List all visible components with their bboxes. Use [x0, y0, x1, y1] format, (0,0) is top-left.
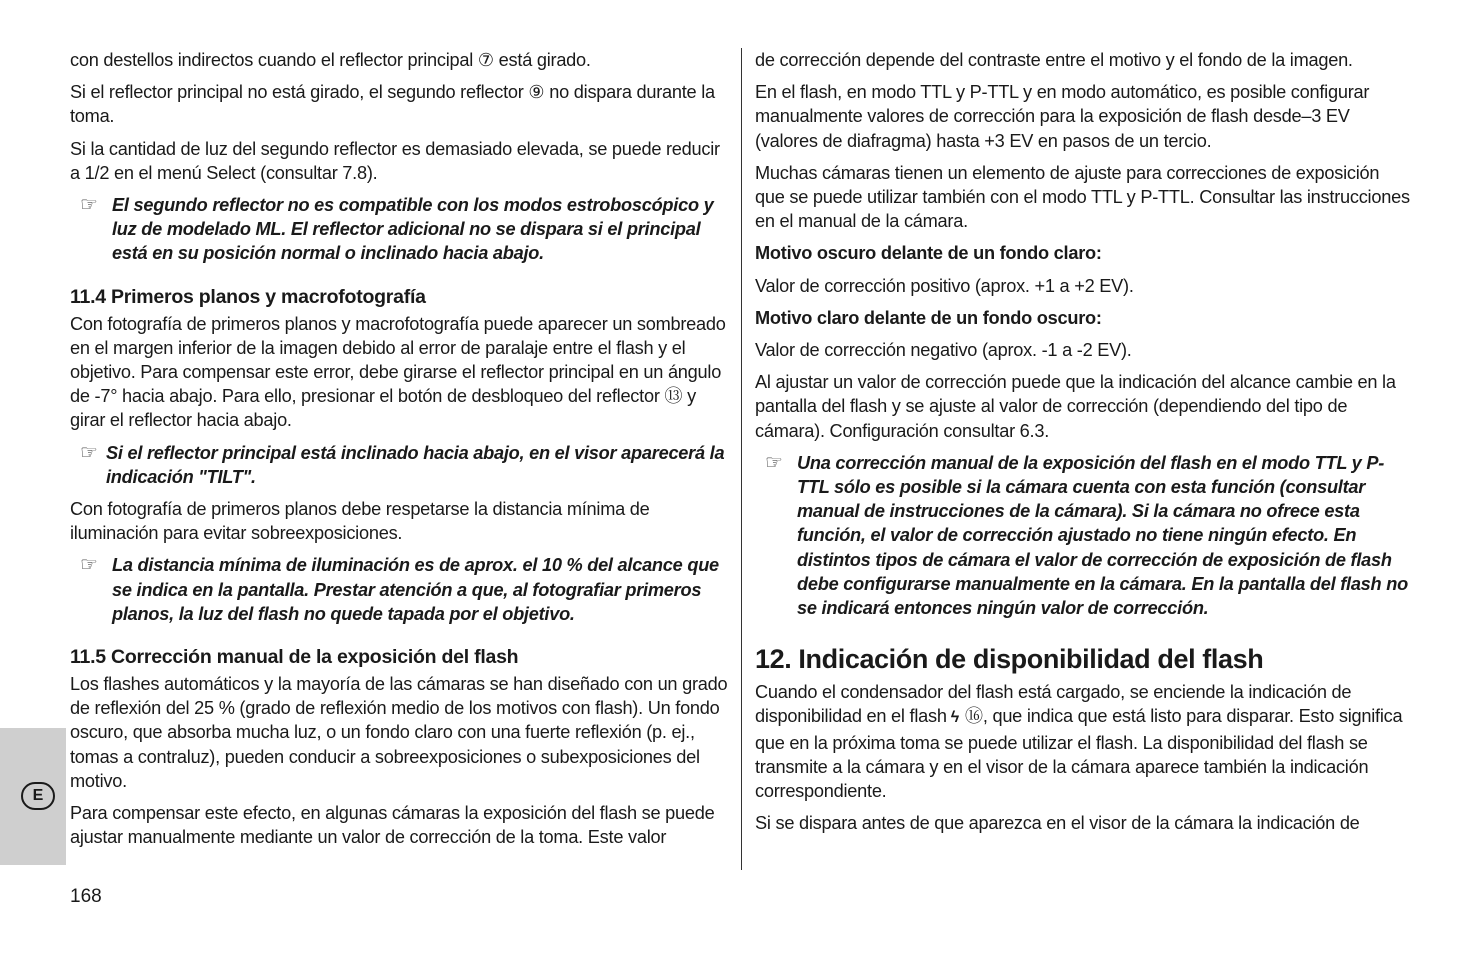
note-text: El segundo reflector no es compatible con los modos estroboscópico y luz de modelado ML. El reflector adicional no se dispara si el principal está en su posición normal o inclinado hacia abajo.	[112, 195, 714, 264]
note-text: La distancia mínima de iluminación es de aprox. el 10 % del alcance que se indica en la pantalla. Prestar atención a que, al fotografiar primeros planos, la luz del flash no quede tapada por el objetivo.	[112, 555, 719, 624]
column-divider	[741, 48, 742, 870]
paragraph: Si el reflector principal no está girado, el segundo reflector ⑨ no dispara durante la toma.	[70, 82, 715, 127]
paragraph: En el flash, en modo TTL y P-TTL y en modo automático, es posible configurar manualmente valores de corrección para la exposición de flash desde–3 EV (valores de diafragma) hasta +3 EV en pasos de un tercio.	[755, 82, 1370, 151]
flash-lightning-icon: ϟ	[950, 709, 959, 727]
bold-label: Motivo oscuro delante de un fondo claro:	[755, 243, 1102, 264]
pointing-hand-icon: ☞	[765, 451, 783, 474]
bold-label: Motivo claro delante de un fondo oscuro:	[755, 307, 1102, 328]
paragraph: Los flashes automáticos y la mayoría de las cámaras se han diseñado con un grado de reflexión del 25 % (grado de reflexión medio de los motivos con flash). Un fondo oscuro, que absorba mucha luz, o un fondo claro con una fuerte reflexión (p. ej., tomas a contraluz), pueden conducir a sobreexposiciones o subexposiciones del motivo.	[70, 674, 728, 791]
pointing-hand-icon: ☞	[80, 554, 98, 577]
paragraph: Con fotografía de primeros planos debe respetarse la distancia mínima de iluminación para evitar sobreexposiciones.	[70, 499, 650, 544]
paragraph: Valor de corrección positivo (aprox. +1 a +2 EV).	[755, 275, 1134, 296]
paragraph: Si la cantidad de luz del segundo reflector es demasiado elevada, se puede reducir a 1/2 en el menú Select (consultar 7.8).	[70, 138, 720, 183]
chapter-heading-12: 12. Indicación de disponibilidad del flash	[755, 644, 1264, 675]
language-tab-letter: E	[21, 782, 55, 810]
paragraph-text: Cuando el condensador del flash está cargado, se enciende la indicación de disponibilidad en el flash	[755, 682, 1352, 727]
paragraph-text: ⑯, que indica que está listo para disparar. Esto significa que en la próxima toma se puede utilizar el flash. La disponibilidad del flash se transmite a la cámara y en el visor de la cámara aparece también la indicación correspondiente.	[755, 706, 1403, 802]
paragraph: Si se dispara antes de que aparezca en el visor de la cámara la indicación de	[755, 813, 1360, 834]
right-column	[755, 48, 1410, 843]
paragraph: Muchas cámaras tienen un elemento de ajuste para correcciones de exposición que se puede utilizar también con el modo TTL y P-TTL. Consultar las instrucciones en el manual de la cámara.	[755, 162, 1410, 232]
note-block	[70, 193, 730, 266]
paragraph: Para compensar este efecto, en algunas cámaras la exposición del flash se puede ajustar manualmente mediante un valor de corrección de la toma. Este valor	[70, 803, 715, 848]
note-text: Si el reflector principal está inclinado hacia abajo, en el visor aparecerá la indicación "TILT".	[106, 442, 725, 487]
pointing-hand-icon: ☞	[80, 194, 98, 217]
paragraph: Al ajustar un valor de corrección puede que la indicación del alcance cambie en la pantalla del flash y se ajuste al valor de corrección (dependiendo del tipo de cámara). Configuración consultar 6.3.	[755, 372, 1396, 441]
left-column	[70, 48, 730, 857]
note-block	[70, 553, 730, 626]
section-heading-11-4: 11.4 Primeros planos y macrofotografía	[70, 285, 426, 308]
paragraph	[755, 680, 1410, 803]
paragraph: con destellos indirectos cuando el reflector principal ⑦ está girado.	[70, 50, 591, 70]
pointing-hand-icon: ☞	[80, 441, 98, 464]
note-block	[755, 451, 1410, 620]
paragraph: Con fotografía de primeros planos y macrofotografía puede aparecer un sombreado en el margen inferior de la imagen debido al error de paralaje entre el flash y el objetivo. Para compensar este error, debe girarse el reflector principal en un ángulo de -7° hacia abajo. Para ello, presionar el botón de desbloqueo del reflector ⑬ y girar el reflector hacia abajo.	[70, 313, 726, 431]
page-number: 168	[70, 886, 102, 907]
section-heading-11-5: 11.5 Corrección manual de la exposición del flash	[70, 646, 519, 669]
note-block	[70, 441, 730, 489]
paragraph: de corrección depende del contraste entre el motivo y el fondo de la imagen.	[755, 50, 1353, 70]
paragraph: Valor de corrección negativo (aprox. -1 a -2 EV).	[755, 340, 1132, 361]
note-text: Una corrección manual de la exposición del flash en el modo TTL y P-TTL sólo es posible si la cámara cuenta con esta función (consultar manual de instrucciones de la cámara). Si la cámara no ofrece esta función, el valor de corrección ajustado no tiene ningún efecto. En distintos tipos de cámara el valor de corrección de exposición de flash debe configurarse manualmente en la cámara. En la pantalla del flash no se indicará entonces ningún valor de corrección.	[797, 452, 1408, 619]
